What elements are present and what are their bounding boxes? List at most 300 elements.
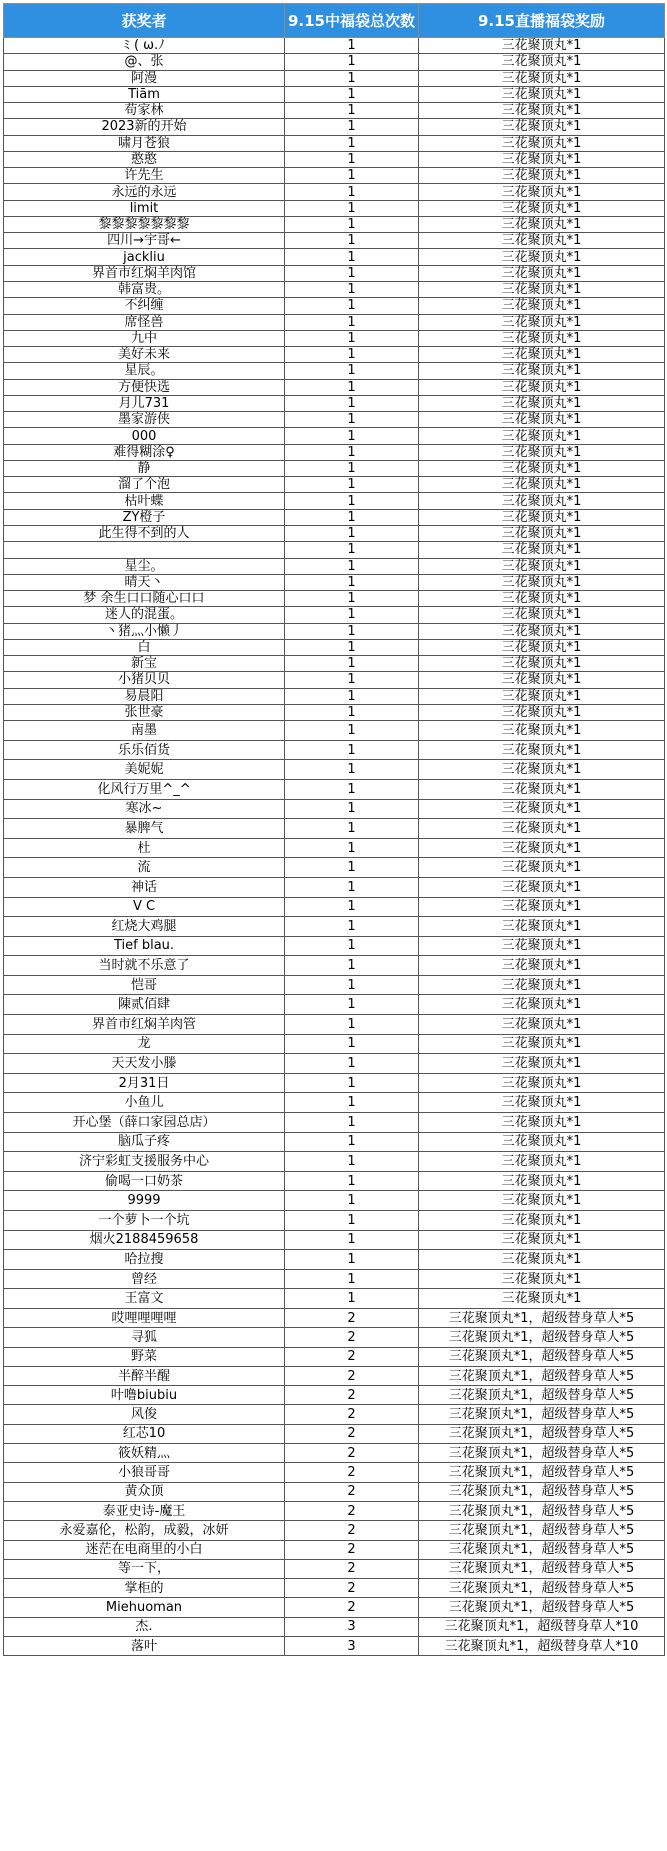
reward-cell: 三花聚顶丸*1 <box>419 542 665 558</box>
count-cell: 2 <box>285 1501 419 1520</box>
winner-cell: 此生得不到的人 <box>4 525 285 541</box>
count-cell: 1 <box>285 525 419 541</box>
reward-cell: 三花聚顶丸*1，超级替身草人*5 <box>419 1405 665 1424</box>
winner-cell: 野菜 <box>4 1347 285 1366</box>
reward-cell: 三花聚顶丸*1 <box>419 1132 665 1152</box>
winner-cell: 风俊 <box>4 1405 285 1424</box>
table-row <box>4 1093 665 1113</box>
reward-cell: 三花聚顶丸*1 <box>419 1054 665 1074</box>
count-cell: 1 <box>285 1152 419 1172</box>
count-cell: 1 <box>285 265 419 281</box>
table-row <box>4 1482 665 1501</box>
reward-cell: 三花聚顶丸*1 <box>419 509 665 525</box>
reward-cell: 三花聚顶丸*1 <box>419 151 665 167</box>
winner-cell: 美妮妮 <box>4 760 285 780</box>
reward-cell: 三花聚顶丸*1 <box>419 1015 665 1035</box>
winner-cell <box>4 542 285 558</box>
table-row <box>4 1171 665 1191</box>
reward-cell: 三花聚顶丸*1 <box>419 721 665 741</box>
count-cell: 1 <box>285 779 419 799</box>
reward-cell: 三花聚顶丸*1 <box>419 314 665 330</box>
winner-cell: 寒冰~ <box>4 799 285 819</box>
table-row <box>4 1015 665 1035</box>
count-cell: 1 <box>285 509 419 525</box>
table-row <box>4 347 665 363</box>
header-row <box>4 4 665 38</box>
reward-cell: 三花聚顶丸*1 <box>419 799 665 819</box>
count-cell: 1 <box>285 103 419 119</box>
winner-cell: @、张 <box>4 54 285 70</box>
winner-cell: 张世豪 <box>4 704 285 720</box>
reward-cell: 三花聚顶丸*1，超级替身草人*5 <box>419 1424 665 1443</box>
count-cell: 2 <box>285 1579 419 1598</box>
count-cell: 1 <box>285 688 419 704</box>
winner-cell: 白 <box>4 639 285 655</box>
winner-cell: 哎哩哩哩哩 <box>4 1308 285 1327</box>
winner-cell: 偷喝一口奶茶 <box>4 1171 285 1191</box>
count-cell: 1 <box>285 1250 419 1270</box>
count-cell: 2 <box>285 1308 419 1327</box>
count-cell: 1 <box>285 1015 419 1035</box>
reward-cell: 三花聚顶丸*1 <box>419 639 665 655</box>
count-cell: 1 <box>285 363 419 379</box>
count-cell: 1 <box>285 184 419 200</box>
winner-cell: 墨家游侠 <box>4 412 285 428</box>
winner-cell: 迷人的混蛋。 <box>4 607 285 623</box>
winner-cell: 等一下， <box>4 1559 285 1578</box>
winner-cell: 易晨阳 <box>4 688 285 704</box>
table-row <box>4 858 665 878</box>
table-row <box>4 54 665 70</box>
table-row <box>4 1113 665 1133</box>
count-cell: 1 <box>285 704 419 720</box>
reward-cell: 三花聚顶丸*1 <box>419 1113 665 1133</box>
winner-cell: Tief blau. <box>4 936 285 956</box>
count-cell: 1 <box>285 858 419 878</box>
reward-cell: 三花聚顶丸*1 <box>419 956 665 976</box>
count-cell: 1 <box>285 1191 419 1211</box>
reward-cell: 三花聚顶丸*1 <box>419 119 665 135</box>
count-cell: 1 <box>285 574 419 590</box>
reward-cell: 三花聚顶丸*1 <box>419 877 665 897</box>
reward-cell: 三花聚顶丸*1 <box>419 70 665 86</box>
winner-cell: 曾经 <box>4 1269 285 1289</box>
count-cell: 1 <box>285 1093 419 1113</box>
count-cell: 2 <box>285 1598 419 1617</box>
count-cell: 1 <box>285 897 419 917</box>
winner-cell: 红芯10 <box>4 1424 285 1443</box>
table-row <box>4 363 665 379</box>
table-row <box>4 249 665 265</box>
count-cell: 2 <box>285 1386 419 1405</box>
table-row <box>4 897 665 917</box>
reward-cell: 三花聚顶丸*1，超级替身草人*10 <box>419 1617 665 1636</box>
winner-cell: 界首市红焖羊肉管 <box>4 1015 285 1035</box>
count-cell: 1 <box>285 281 419 297</box>
reward-cell: 三花聚顶丸*1，超级替身草人*5 <box>419 1366 665 1385</box>
table-row <box>4 265 665 281</box>
winner-cell: 一个萝卜一个坑 <box>4 1211 285 1231</box>
count-cell: 2 <box>285 1521 419 1540</box>
winner-cell: 化风行万里^_^ <box>4 779 285 799</box>
reward-cell: 三花聚顶丸*1 <box>419 1211 665 1231</box>
count-cell: 2 <box>285 1347 419 1366</box>
reward-cell: 三花聚顶丸*1 <box>419 38 665 54</box>
winner-cell: 王富文 <box>4 1289 285 1309</box>
table-row <box>4 623 665 639</box>
table-row <box>4 119 665 135</box>
header-reward: 9.15直播福袋奖励 <box>419 4 665 38</box>
table-row <box>4 574 665 590</box>
winner-cell: 恺哥 <box>4 975 285 995</box>
count-cell: 1 <box>285 1054 419 1074</box>
table-row <box>4 995 665 1015</box>
table-row <box>4 1617 665 1636</box>
count-cell: 2 <box>285 1424 419 1443</box>
count-cell: 1 <box>285 558 419 574</box>
reward-cell: 三花聚顶丸*1 <box>419 607 665 623</box>
table-row <box>4 1540 665 1559</box>
winner-cell: 落叶 <box>4 1637 285 1656</box>
reward-cell: 三花聚顶丸*1 <box>419 936 665 956</box>
count-cell: 1 <box>285 1269 419 1289</box>
reward-cell: 三花聚顶丸*1 <box>419 1269 665 1289</box>
reward-cell: 三花聚顶丸*1 <box>419 917 665 937</box>
count-cell: 1 <box>285 995 419 1015</box>
table-row <box>4 509 665 525</box>
table-row <box>4 1269 665 1289</box>
count-cell: 1 <box>285 200 419 216</box>
header-count: 9.15中福袋总次数 <box>285 4 419 38</box>
reward-cell: 三花聚顶丸*1 <box>419 1073 665 1093</box>
reward-cell: 三花聚顶丸*1 <box>419 395 665 411</box>
reward-cell: 三花聚顶丸*1，超级替身草人*5 <box>419 1347 665 1366</box>
count-cell: 3 <box>285 1617 419 1636</box>
winner-cell: 脑瓜子疼 <box>4 1132 285 1152</box>
table-body <box>4 38 665 1656</box>
winner-cell: 小鱼儿 <box>4 1093 285 1113</box>
reward-cell: 三花聚顶丸*1 <box>419 688 665 704</box>
count-cell: 1 <box>285 1171 419 1191</box>
table-row <box>4 428 665 444</box>
winner-cell: 小狼哥哥 <box>4 1463 285 1482</box>
count-cell: 1 <box>285 460 419 476</box>
reward-cell: 三花聚顶丸*1，超级替身草人*5 <box>419 1482 665 1501</box>
table-row <box>4 656 665 672</box>
table-row <box>4 917 665 937</box>
table-row <box>4 760 665 780</box>
winner-cell: 9999 <box>4 1191 285 1211</box>
count-cell: 1 <box>285 542 419 558</box>
winner-cell: 黎黎黎黎黎黎黎 <box>4 216 285 232</box>
table-row <box>4 184 665 200</box>
count-cell: 1 <box>285 721 419 741</box>
count-cell: 1 <box>285 249 419 265</box>
reward-cell: 三花聚顶丸*1，超级替身草人*5 <box>419 1579 665 1598</box>
count-cell: 1 <box>285 740 419 760</box>
count-cell: 1 <box>285 1230 419 1250</box>
table-row <box>4 607 665 623</box>
table-row <box>4 838 665 858</box>
winner-cell: 九中 <box>4 330 285 346</box>
count-cell: 2 <box>285 1405 419 1424</box>
table-row <box>4 1501 665 1520</box>
count-cell: 1 <box>285 54 419 70</box>
table-row <box>4 740 665 760</box>
table-row <box>4 1579 665 1598</box>
reward-cell: 三花聚顶丸*1 <box>419 574 665 590</box>
table-row <box>4 1347 665 1366</box>
table-row <box>4 1132 665 1152</box>
winner-cell: 暴脾气 <box>4 819 285 839</box>
count-cell: 1 <box>285 395 419 411</box>
table-row <box>4 86 665 102</box>
winner-cell: 叶噜biubiu <box>4 1386 285 1405</box>
count-cell: 1 <box>285 1034 419 1054</box>
reward-cell: 三花聚顶丸*1 <box>419 281 665 297</box>
table-row <box>4 542 665 558</box>
table-row <box>4 1191 665 1211</box>
table-row <box>4 151 665 167</box>
winner-cell: 红烧大鸡腿 <box>4 917 285 937</box>
winner-cell: 掌柜的 <box>4 1579 285 1598</box>
table-row <box>4 412 665 428</box>
table-row <box>4 1054 665 1074</box>
winner-cell: 许先生 <box>4 168 285 184</box>
table-row <box>4 799 665 819</box>
reward-cell: 三花聚顶丸*1 <box>419 86 665 102</box>
count-cell: 1 <box>285 86 419 102</box>
table-row <box>4 103 665 119</box>
reward-cell: 三花聚顶丸*1 <box>419 558 665 574</box>
count-cell: 2 <box>285 1540 419 1559</box>
reward-cell: 三花聚顶丸*1 <box>419 1230 665 1250</box>
table-row <box>4 1034 665 1054</box>
winner-cell: 泰亚史诗-魔王 <box>4 1501 285 1520</box>
table-row <box>4 975 665 995</box>
count-cell: 1 <box>285 956 419 976</box>
reward-cell: 三花聚顶丸*1 <box>419 656 665 672</box>
winner-cell: ZY橙子 <box>4 509 285 525</box>
count-cell: 1 <box>285 917 419 937</box>
winner-cell: 迷茫在电商里的小白 <box>4 1540 285 1559</box>
winner-cell: 南墨 <box>4 721 285 741</box>
winner-cell: 哈拉搜 <box>4 1250 285 1270</box>
count-cell: 1 <box>285 233 419 249</box>
count-cell: 1 <box>285 216 419 232</box>
winner-cell: 半醉半醒 <box>4 1366 285 1385</box>
reward-cell: 三花聚顶丸*1，超级替身草人*5 <box>419 1501 665 1520</box>
count-cell: 1 <box>285 38 419 54</box>
reward-cell: 三花聚顶丸*1，超级替身草人*5 <box>419 1463 665 1482</box>
winner-cell: 苟家林 <box>4 103 285 119</box>
count-cell: 1 <box>285 1073 419 1093</box>
table-row <box>4 281 665 297</box>
reward-cell: 三花聚顶丸*1 <box>419 135 665 151</box>
table-row <box>4 379 665 395</box>
reward-cell: 三花聚顶丸*1，超级替身草人*5 <box>419 1444 665 1463</box>
winner-cell: 啸月苍狼 <box>4 135 285 151</box>
table-row <box>4 298 665 314</box>
table-row <box>4 956 665 976</box>
reward-cell: 三花聚顶丸*1 <box>419 1289 665 1309</box>
reward-cell: 三花聚顶丸*1 <box>419 591 665 607</box>
winner-cell: 小猪贝贝 <box>4 672 285 688</box>
reward-cell: 三花聚顶丸*1 <box>419 444 665 460</box>
table-row <box>4 877 665 897</box>
reward-cell: 三花聚顶丸*1 <box>419 265 665 281</box>
reward-cell: 三花聚顶丸*1 <box>419 1093 665 1113</box>
count-cell: 1 <box>285 591 419 607</box>
winner-cell: 黄众顶 <box>4 1482 285 1501</box>
winner-cell: 阿漫 <box>4 70 285 86</box>
reward-cell: 三花聚顶丸*1 <box>419 412 665 428</box>
reward-cell: 三花聚顶丸*1 <box>419 897 665 917</box>
winner-cell: 龙 <box>4 1034 285 1054</box>
reward-cell: 三花聚顶丸*1 <box>419 760 665 780</box>
winner-cell: 乐乐佰货 <box>4 740 285 760</box>
winner-cell: 晴天丶 <box>4 574 285 590</box>
count-cell: 1 <box>285 838 419 858</box>
reward-cell: 三花聚顶丸*1 <box>419 493 665 509</box>
table-row <box>4 591 665 607</box>
count-cell: 2 <box>285 1482 419 1501</box>
reward-cell: 三花聚顶丸*1 <box>419 477 665 493</box>
winner-cell: 陳贰佰肆 <box>4 995 285 1015</box>
count-cell: 1 <box>285 412 419 428</box>
table-row <box>4 1328 665 1347</box>
count-cell: 1 <box>285 799 419 819</box>
winner-cell: 流 <box>4 858 285 878</box>
count-cell: 1 <box>285 1211 419 1231</box>
table-row <box>4 1559 665 1578</box>
table-row <box>4 168 665 184</box>
winner-cell: limit <box>4 200 285 216</box>
winner-cell: 憨憨 <box>4 151 285 167</box>
reward-cell: 三花聚顶丸*1，超级替身草人*5 <box>419 1386 665 1405</box>
reward-cell: 三花聚顶丸*1 <box>419 623 665 639</box>
count-cell: 1 <box>285 70 419 86</box>
reward-cell: 三花聚顶丸*1 <box>419 838 665 858</box>
reward-cell: 三花聚顶丸*1 <box>419 184 665 200</box>
count-cell: 1 <box>285 975 419 995</box>
reward-cell: 三花聚顶丸*1 <box>419 460 665 476</box>
count-cell: 1 <box>285 347 419 363</box>
winner-cell: 神话 <box>4 877 285 897</box>
winner-cell: 韩富贵。 <box>4 281 285 297</box>
count-cell: 2 <box>285 1328 419 1347</box>
table-row <box>4 200 665 216</box>
table-row <box>4 395 665 411</box>
table-row <box>4 1289 665 1309</box>
count-cell: 1 <box>285 151 419 167</box>
count-cell: 2 <box>285 1463 419 1482</box>
reward-cell: 三花聚顶丸*1 <box>419 819 665 839</box>
count-cell: 1 <box>285 477 419 493</box>
winner-cell: 济宁彩虹支援服务中心 <box>4 1152 285 1172</box>
reward-cell: 三花聚顶丸*1 <box>419 525 665 541</box>
table-row <box>4 135 665 151</box>
table-row <box>4 1308 665 1327</box>
winner-cell: 新宝 <box>4 656 285 672</box>
table-header <box>4 4 665 38</box>
count-cell: 1 <box>285 1113 419 1133</box>
winner-cell: 当时就不乐意了 <box>4 956 285 976</box>
reward-cell: 三花聚顶丸*1 <box>419 1171 665 1191</box>
count-cell: 2 <box>285 1366 419 1385</box>
table-row <box>4 1230 665 1250</box>
count-cell: 1 <box>285 656 419 672</box>
winner-cell: 枯叶蝶 <box>4 493 285 509</box>
table-row <box>4 704 665 720</box>
winner-cell: 方便快选 <box>4 379 285 395</box>
table-row <box>4 330 665 346</box>
header-winner: 获奖者 <box>4 4 285 38</box>
reward-cell: 三花聚顶丸*1 <box>419 1034 665 1054</box>
reward-cell: 三花聚顶丸*1 <box>419 168 665 184</box>
reward-cell: 三花聚顶丸*1 <box>419 379 665 395</box>
table-row <box>4 819 665 839</box>
winner-cell: 溜了个泡 <box>4 477 285 493</box>
count-cell: 1 <box>285 493 419 509</box>
reward-cell: 三花聚顶丸*1 <box>419 779 665 799</box>
winner-cell: 2023新的开始 <box>4 119 285 135</box>
table-row <box>4 1598 665 1617</box>
winner-cell: 星辰。 <box>4 363 285 379</box>
reward-cell: 三花聚顶丸*1 <box>419 858 665 878</box>
reward-cell: 三花聚顶丸*1 <box>419 216 665 232</box>
winner-cell: 月儿731 <box>4 395 285 411</box>
winner-cell: 难得糊涂♀ <box>4 444 285 460</box>
count-cell: 1 <box>285 379 419 395</box>
reward-cell: 三花聚顶丸*1 <box>419 200 665 216</box>
winner-cell: Miehuoman <box>4 1598 285 1617</box>
count-cell: 1 <box>285 639 419 655</box>
reward-cell: 三花聚顶丸*1 <box>419 740 665 760</box>
table-row <box>4 1444 665 1463</box>
table-row <box>4 1386 665 1405</box>
table-row <box>4 233 665 249</box>
reward-cell: 三花聚顶丸*1，超级替身草人*10 <box>419 1637 665 1656</box>
winner-cell: 不纠缠 <box>4 298 285 314</box>
count-cell: 1 <box>285 298 419 314</box>
count-cell: 2 <box>285 1444 419 1463</box>
count-cell: 1 <box>285 877 419 897</box>
winner-cell: 开心堡（薛口家园总店） <box>4 1113 285 1133</box>
winner-cell: 永爱嘉伦，松韵，成毅，冰妍 <box>4 1521 285 1540</box>
table-row <box>4 460 665 476</box>
winner-cell: 美好未来 <box>4 347 285 363</box>
reward-cell: 三花聚顶丸*1 <box>419 1250 665 1270</box>
reward-cell: 三花聚顶丸*1，超级替身草人*5 <box>419 1521 665 1540</box>
count-cell: 1 <box>285 672 419 688</box>
table-row <box>4 1405 665 1424</box>
winners-table <box>3 3 665 1656</box>
winner-cell: 丶猪灬小懒丿 <box>4 623 285 639</box>
winner-cell: 寻狐 <box>4 1328 285 1347</box>
reward-cell: 三花聚顶丸*1 <box>419 249 665 265</box>
count-cell: 1 <box>285 444 419 460</box>
table-row <box>4 1463 665 1482</box>
winner-cell: 梦 余生口口随心口口 <box>4 591 285 607</box>
winner-cell: 杜 <box>4 838 285 858</box>
winner-cell: 杰. <box>4 1617 285 1636</box>
table-row <box>4 1250 665 1270</box>
table-row <box>4 721 665 741</box>
count-cell: 2 <box>285 1559 419 1578</box>
winner-cell: 静 <box>4 460 285 476</box>
count-cell: 1 <box>285 119 419 135</box>
